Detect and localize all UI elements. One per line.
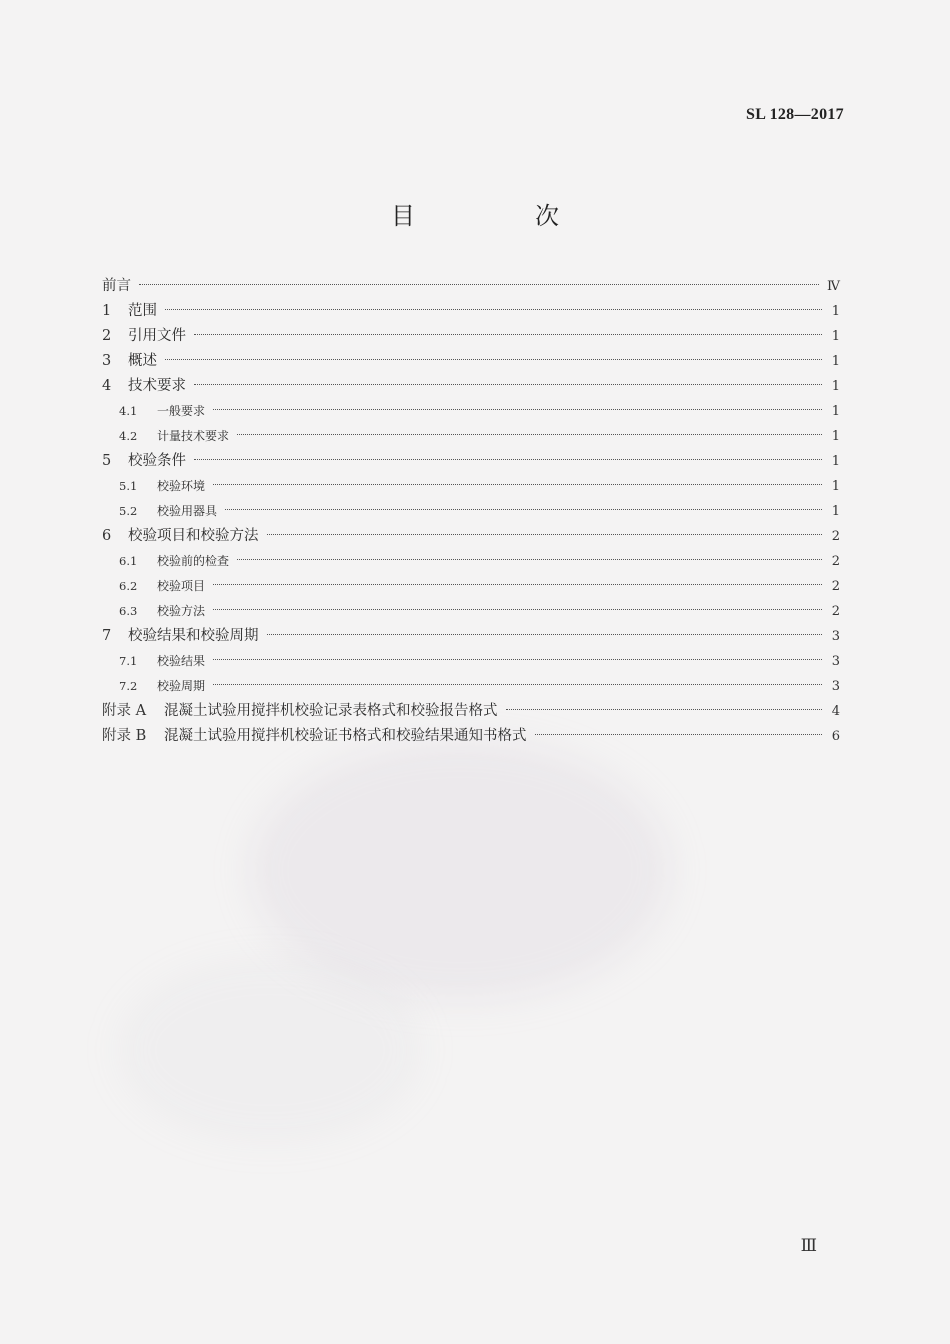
toc-entry-number: 7.2 — [119, 679, 138, 693]
toc-entry[interactable] — [102, 324, 840, 349]
toc-entry-page: 2 — [831, 529, 840, 544]
toc-entry-label: 校验环境 — [157, 479, 206, 493]
toc-entry-page: 2 — [831, 579, 840, 594]
toc-entry-label: 概述 — [128, 353, 157, 369]
toc-dot-leader — [213, 684, 822, 685]
table-of-contents — [102, 274, 840, 749]
toc-entry-label: 校验周期 — [157, 679, 206, 693]
toc-entry-number: 4.1 — [119, 404, 138, 418]
toc-dot-leader — [213, 609, 822, 610]
document-code: SL 128—2017 — [746, 106, 844, 123]
toc-entry[interactable] — [102, 374, 840, 399]
toc-entry-number: 2 — [102, 328, 112, 344]
toc-dot-leader — [267, 634, 823, 635]
toc-entry-label: 技术要求 — [128, 378, 186, 394]
toc-entry-label: 校验项目和校验方法 — [128, 528, 259, 544]
toc-entry-number: 3 — [102, 353, 112, 369]
toc-entry-page: 1 — [831, 354, 840, 369]
toc-dot-leader — [213, 659, 822, 660]
toc-entry-page: 3 — [831, 654, 840, 669]
toc-entry[interactable] — [102, 524, 840, 549]
toc-entry-label: 校验条件 — [128, 453, 186, 469]
toc-entry[interactable] — [102, 549, 840, 574]
toc-entry[interactable] — [102, 474, 840, 499]
toc-entry-number: 7.1 — [119, 654, 138, 668]
toc-dot-leader — [213, 409, 822, 410]
toc-entry-page: 1 — [831, 379, 840, 394]
toc-entry-number: 5 — [102, 453, 112, 469]
toc-entry-page: 1 — [831, 479, 840, 494]
toc-entry-label: 引用文件 — [128, 328, 186, 344]
toc-entry[interactable] — [102, 599, 840, 624]
toc-entry-label: 校验用器具 — [157, 504, 218, 518]
toc-entry-label: 计量技术要求 — [157, 429, 230, 443]
toc-dot-leader — [194, 334, 822, 335]
toc-entry-number: 附录 B — [102, 728, 147, 744]
toc-entry-number: 7 — [102, 628, 112, 644]
toc-entry-page: 1 — [831, 304, 840, 319]
toc-entry-label: 校验结果和校验周期 — [128, 628, 259, 644]
toc-entry-label: 前言 — [102, 278, 131, 294]
toc-entry[interactable] — [102, 674, 840, 699]
toc-entry[interactable] — [102, 649, 840, 674]
toc-entry[interactable] — [102, 624, 840, 649]
toc-dot-leader — [237, 434, 822, 435]
toc-entry-label: 校验结果 — [157, 654, 206, 668]
page-title: 目 次 — [391, 202, 607, 230]
toc-entry-number: 6.3 — [119, 604, 138, 618]
toc-entry-label: 混凝土试验用搅拌机校验记录表格式和校验报告格式 — [164, 703, 498, 719]
toc-entry-page: 1 — [831, 429, 840, 444]
toc-entry-number: 1 — [102, 303, 112, 319]
toc-dot-leader — [237, 559, 822, 560]
toc-dot-leader — [165, 309, 822, 310]
toc-entry[interactable] — [102, 274, 840, 299]
toc-entry[interactable] — [102, 449, 840, 474]
toc-entry[interactable] — [102, 299, 840, 324]
toc-entry[interactable] — [102, 699, 840, 724]
toc-entry[interactable] — [102, 724, 840, 749]
toc-dot-leader — [213, 484, 822, 485]
toc-entry-page: Ⅳ — [827, 279, 840, 294]
toc-entry[interactable] — [102, 499, 840, 524]
toc-entry[interactable] — [102, 399, 840, 424]
toc-entry[interactable] — [102, 349, 840, 374]
toc-dot-leader — [267, 534, 823, 535]
toc-entry-number: 附录 A — [102, 703, 147, 719]
toc-entry-page: 1 — [831, 404, 840, 419]
toc-entry-page: 4 — [831, 704, 840, 719]
toc-entry[interactable] — [102, 574, 840, 599]
scan-artifact — [250, 740, 670, 1000]
toc-entry-number: 6.2 — [119, 579, 138, 593]
toc-entry-number: 5.2 — [119, 504, 138, 518]
toc-entry-page: 2 — [831, 604, 840, 619]
toc-entry-number: 4 — [102, 378, 112, 394]
toc-dot-leader — [139, 284, 819, 285]
toc-dot-leader — [225, 509, 822, 510]
toc-entry-page: 1 — [831, 504, 840, 519]
toc-entry-label: 一般要求 — [157, 404, 206, 418]
toc-dot-leader — [194, 384, 822, 385]
toc-entry-number: 5.1 — [119, 479, 138, 493]
toc-dot-leader — [535, 734, 823, 735]
toc-dot-leader — [506, 709, 823, 710]
toc-entry-label: 校验方法 — [157, 604, 206, 618]
toc-entry-label: 范围 — [128, 303, 157, 319]
toc-entry[interactable] — [102, 424, 840, 449]
toc-entry-page: 1 — [831, 329, 840, 344]
toc-dot-leader — [165, 359, 822, 360]
toc-entry-number: 6.1 — [119, 554, 138, 568]
toc-dot-leader — [194, 459, 822, 460]
toc-entry-page: 3 — [831, 629, 840, 644]
scan-artifact — [120, 960, 420, 1140]
toc-entry-page: 1 — [831, 454, 840, 469]
page-number: Ⅲ — [800, 1236, 817, 1255]
toc-entry-page: 6 — [831, 729, 840, 744]
toc-dot-leader — [213, 584, 822, 585]
toc-entry-number: 4.2 — [119, 429, 138, 443]
toc-entry-page: 3 — [831, 679, 840, 694]
toc-entry-number: 6 — [102, 528, 112, 544]
toc-entry-label: 校验前的检查 — [157, 554, 230, 568]
toc-entry-label: 混凝土试验用搅拌机校验证书格式和校验结果通知书格式 — [164, 728, 527, 744]
toc-entry-page: 2 — [831, 554, 840, 569]
toc-entry-label: 校验项目 — [157, 579, 206, 593]
